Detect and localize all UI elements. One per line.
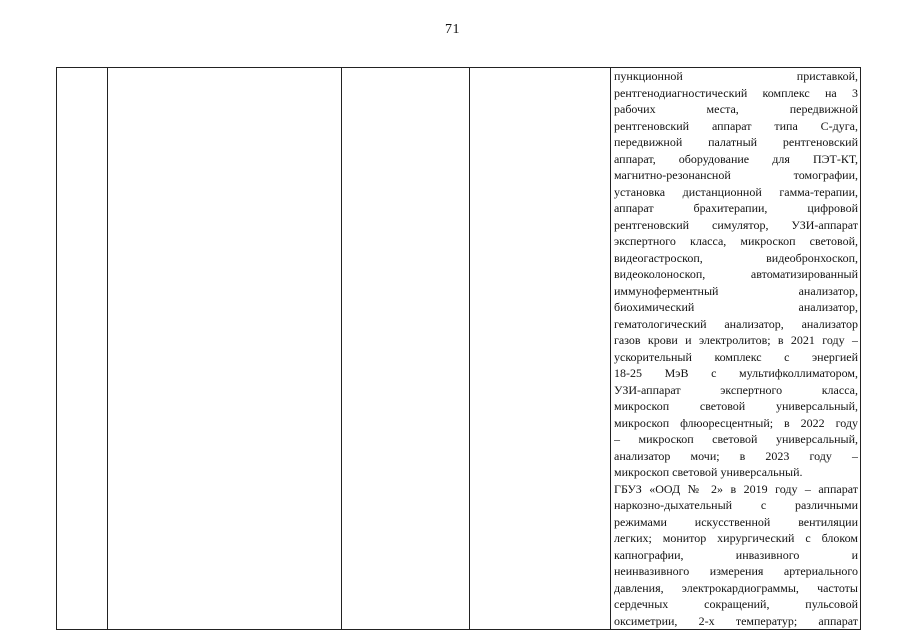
text-line: магнитно-резонансной томографии,	[614, 168, 858, 182]
text-line: анализатор мочи; в 2023 году –	[614, 448, 858, 463]
text-line: рентгеновский симулятор, УЗИ-аппарат	[614, 217, 858, 232]
text-line: ГБУЗ «ООД № 2» в 2019 году – аппарат	[614, 481, 858, 496]
table-cell-equipment-text	[611, 68, 861, 630]
text-line: сердечных сокращений, пульсовой	[614, 597, 858, 611]
document-table	[56, 67, 861, 630]
text-line: микроскоп световой универсальный,	[614, 399, 858, 413]
table-cell-col4	[470, 68, 611, 630]
text-line: аппарат брахитерапии, цифровой	[614, 201, 858, 215]
equipment-text-block	[614, 68, 858, 629]
text-line: видеогастроскоп, видеобронхоскоп,	[614, 250, 858, 265]
text-line: давления, электрокардиограммы, частоты	[614, 580, 858, 595]
text-line: биохимический анализатор,	[614, 300, 858, 314]
text-line: оксиметрии, 2-х температур; аппарат	[614, 613, 858, 628]
text-line: передвижной палатный рентгеновский	[614, 135, 858, 149]
text-line: ускорительный комплекс с энергией	[614, 349, 858, 364]
text-line: рентгенодиагностический комплекс на 3	[614, 85, 858, 100]
text-line: легких; монитор хирургический с блоком	[614, 531, 858, 545]
text-line: режимами искусственной вентиляции	[614, 514, 858, 529]
text-line: рентгеновский аппарат типа С-дуга,	[614, 118, 858, 133]
text-line: экспертного класса, микроскоп световой,	[614, 234, 858, 248]
text-line: микроскоп световой универсальный.	[614, 465, 803, 479]
table-cell-col1	[57, 68, 108, 630]
page-number: 71	[445, 22, 460, 37]
text-line: рабочих места, передвижной	[614, 102, 858, 116]
text-line: гематологический анализатор, анализатор	[614, 316, 858, 331]
text-line: микроскоп флюоресцентный; в 2022 году	[614, 415, 858, 430]
text-line: видеоколоноскоп, автоматизированный	[614, 267, 858, 281]
text-line: иммуноферментный анализатор,	[614, 283, 858, 298]
text-line: 18-25 МэВ с мультифколлиматором,	[614, 366, 858, 380]
text-line: газов крови и электролитов; в 2021 году –	[614, 333, 858, 347]
table-cell-col2	[108, 68, 342, 630]
text-line: неинвазивного измерения артериального	[614, 564, 858, 578]
text-line: УЗИ-аппарат экспертного класса,	[614, 382, 858, 397]
text-line: капнографии, инвазивного и	[614, 547, 858, 562]
text-line: пункционной приставкой,	[614, 69, 858, 83]
text-line: установка дистанционной гамма-терапии,	[614, 184, 858, 199]
text-line: – микроскоп световой универсальный,	[614, 432, 858, 446]
table-cell-col3	[342, 68, 470, 630]
table-row	[57, 68, 861, 630]
text-line: аппарат, оборудование для ПЭТ-КТ,	[614, 151, 858, 166]
text-line: наркозно-дыхательный с различными	[614, 498, 858, 512]
